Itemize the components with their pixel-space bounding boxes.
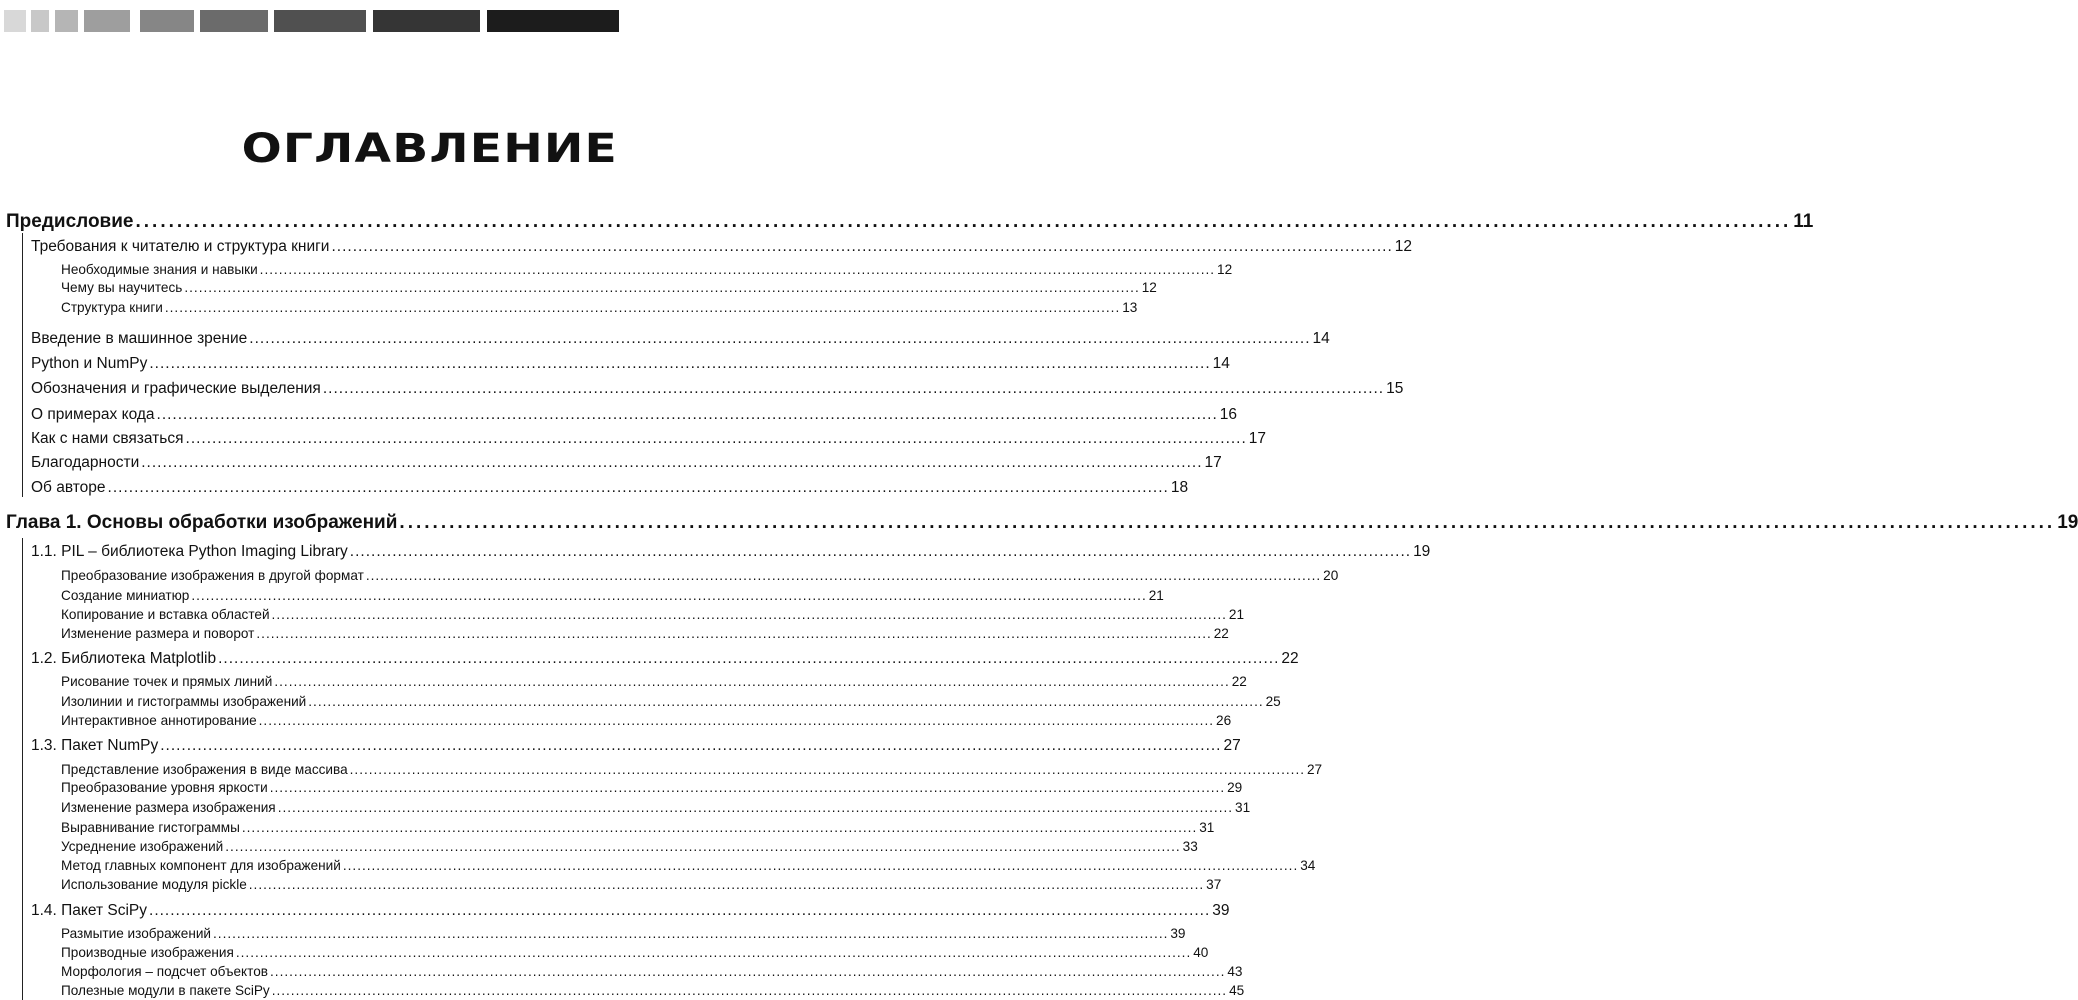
dot-leader: ........................................................................................................................................................................................................ bbox=[107, 479, 1169, 496]
page-number: 27 bbox=[1307, 762, 1323, 777]
page-number: 21 bbox=[1228, 607, 1245, 622]
entry-title: Метод главных компонент для изображений bbox=[61, 858, 341, 873]
toc-entry[interactable] bbox=[31, 543, 1431, 561]
entry-title: Необходимые знания и навыки bbox=[61, 262, 258, 277]
entry-title: Глава 1. Основы обработки изображений bbox=[6, 512, 398, 533]
page-number: 39 bbox=[1170, 926, 1186, 941]
entry-title: Использование модуля pickle bbox=[61, 877, 247, 892]
entry-title: Создание миниатюр bbox=[61, 588, 190, 603]
page-number: 14 bbox=[1212, 355, 1230, 372]
dot-leader: ........................................................................................................................................................................................................ bbox=[191, 588, 1147, 603]
entry-title: 1.2. Библиотека Matplotlib bbox=[31, 650, 217, 667]
page-number: 31 bbox=[1199, 820, 1215, 835]
page-number: 12 bbox=[1141, 280, 1157, 295]
dot-leader: ........................................................................................................................................................................................................ bbox=[248, 877, 1205, 892]
entry-title: Введение в машинное зрение bbox=[31, 330, 248, 347]
decorative-bar bbox=[140, 10, 194, 32]
page-number: 31 bbox=[1235, 800, 1251, 815]
page-number: 13 bbox=[1122, 300, 1138, 315]
page-number: 12 bbox=[1217, 262, 1233, 277]
toc-entry[interactable] bbox=[31, 737, 1241, 755]
page-number: 21 bbox=[1148, 588, 1164, 603]
dot-leader: ........................................................................................................................................................................................................ bbox=[322, 380, 1385, 397]
toc-entry[interactable] bbox=[31, 454, 1222, 472]
page-number: 27 bbox=[1223, 737, 1241, 754]
entry-title: Требования к читателю и структура книги bbox=[31, 238, 330, 255]
entry-title: 1.3. Пакет NumPy bbox=[31, 737, 159, 754]
dot-leader: ........................................................................................................................................................................................................ bbox=[213, 926, 1169, 941]
toc-entry[interactable] bbox=[31, 238, 1412, 256]
page-number: 14 bbox=[1312, 330, 1330, 347]
dot-leader: ........................................................................................................................................................................................................ bbox=[259, 262, 1216, 277]
dot-leader: ........................................................................................................................................................................................................ bbox=[274, 674, 1230, 689]
page-number: 22 bbox=[1213, 626, 1229, 641]
dot-leader: ........................................................................................................................................................................................................ bbox=[269, 780, 1226, 795]
toc-subentry[interactable] bbox=[61, 964, 1243, 979]
toc-subentry[interactable] bbox=[61, 762, 1323, 777]
dot-leader: ........................................................................................................................................................................................................ bbox=[185, 430, 1247, 447]
page-number: 45 bbox=[1229, 983, 1245, 998]
dot-leader: ........................................................................................................................................................................................................ bbox=[135, 211, 1792, 232]
dot-leader: ........................................................................................................................................................................................................ bbox=[241, 820, 1198, 835]
page-number: 26 bbox=[1216, 713, 1232, 728]
section-rule bbox=[22, 233, 23, 497]
toc-subentry[interactable] bbox=[61, 926, 1186, 941]
dot-leader: ........................................................................................................................................................................................................ bbox=[164, 300, 1121, 315]
toc-subentry[interactable] bbox=[61, 280, 1157, 295]
dot-leader: ........................................................................................................................................................................................................ bbox=[218, 650, 1280, 667]
toc-subentry[interactable] bbox=[61, 713, 1232, 728]
page-number: 19 bbox=[1413, 543, 1431, 560]
entry-title: Выравнивание гистограммы bbox=[61, 820, 240, 835]
page-number: 37 bbox=[1206, 877, 1222, 892]
toc-subentry[interactable] bbox=[61, 262, 1233, 277]
toc-entry[interactable] bbox=[31, 479, 1189, 497]
toc-section-heading[interactable] bbox=[6, 512, 2078, 534]
decorative-bar bbox=[84, 10, 130, 32]
dot-leader: ........................................................................................................................................................................................................ bbox=[149, 355, 1211, 372]
decorative-bar bbox=[200, 10, 268, 32]
dot-leader: ........................................................................................................................................................................................................ bbox=[256, 626, 1212, 641]
page-number: 18 bbox=[1170, 479, 1189, 496]
page-number: 17 bbox=[1248, 430, 1267, 447]
page-number: 40 bbox=[1193, 945, 1209, 960]
entry-title: 1.4. Пакет SciPy bbox=[31, 902, 148, 919]
section-rule bbox=[22, 538, 23, 1000]
page-number: 22 bbox=[1231, 674, 1247, 689]
page-number: 34 bbox=[1300, 858, 1316, 873]
toc-entry[interactable] bbox=[31, 430, 1267, 448]
page-number: 22 bbox=[1281, 650, 1299, 667]
toc-subentry[interactable] bbox=[61, 694, 1281, 709]
dot-leader: ........................................................................................................................................................................................................ bbox=[349, 762, 1305, 777]
entry-title: Усреднение изображений bbox=[61, 839, 224, 854]
dot-leader: ........................................................................................................................................................................................................ bbox=[271, 983, 1228, 998]
entry-title: Производные изображения bbox=[61, 945, 234, 960]
dot-leader: ........................................................................................................................................................................................................ bbox=[160, 737, 1222, 754]
page-number: 17 bbox=[1204, 454, 1222, 471]
dot-leader: ........................................................................................................................................................................................................ bbox=[399, 512, 2056, 533]
decorative-bar bbox=[4, 10, 26, 32]
page-number: 20 bbox=[1323, 568, 1339, 583]
decorative-bar bbox=[487, 10, 619, 32]
page-number: 25 bbox=[1265, 694, 1281, 709]
page-number: 33 bbox=[1182, 839, 1198, 854]
entry-title: Предисловие bbox=[6, 211, 134, 232]
page-number: 11 bbox=[1793, 211, 1814, 232]
decorative-bar bbox=[373, 10, 480, 32]
entry-title: Интерактивное аннотирование bbox=[61, 713, 257, 728]
page-number: 43 bbox=[1227, 964, 1243, 979]
entry-title: Представление изображения в виде массива bbox=[61, 762, 348, 777]
page-number: 12 bbox=[1394, 238, 1412, 255]
toc-subentry[interactable] bbox=[61, 820, 1215, 835]
dot-leader: ........................................................................................................................................................................................................ bbox=[342, 858, 1299, 873]
toc-section-heading[interactable] bbox=[6, 211, 1814, 233]
entry-title: О примерах кода bbox=[31, 406, 155, 423]
entry-title: Как с нами связаться bbox=[31, 430, 184, 447]
entry-title: Морфология – подсчет объектов bbox=[61, 964, 269, 979]
dot-leader: ........................................................................................................................................................................................................ bbox=[277, 800, 1234, 815]
toc-subentry[interactable] bbox=[61, 983, 1245, 998]
dot-leader: ........................................................................................................................................................................................................ bbox=[271, 607, 1227, 622]
page-number: 15 bbox=[1386, 380, 1404, 397]
dot-leader: ........................................................................................................................................................................................................ bbox=[308, 694, 1264, 709]
dot-leader: ........................................................................................................................................................................................................ bbox=[258, 713, 1215, 728]
toc-subentry[interactable] bbox=[61, 300, 1138, 315]
entry-title: Полезные модули в пакете SciPy bbox=[61, 983, 270, 998]
entry-title: Изолинии и гистограммы изображений bbox=[61, 694, 307, 709]
entry-title: 1.1. PIL – библиотека Python Imaging Library bbox=[31, 543, 348, 560]
toc-entry[interactable] bbox=[31, 902, 1230, 920]
page-number: 19 bbox=[2057, 512, 2078, 533]
dot-leader: ........................................................................................................................................................................................................ bbox=[270, 964, 1226, 979]
entry-title: Преобразование изображения в другой формат bbox=[61, 568, 364, 583]
toc-entry[interactable] bbox=[31, 650, 1299, 668]
dot-leader: ........................................................................................................................................................................................................ bbox=[235, 945, 1192, 960]
entry-title: Об авторе bbox=[31, 479, 106, 496]
toc-subentry[interactable] bbox=[61, 588, 1164, 603]
toc-subentry[interactable] bbox=[61, 568, 1339, 583]
dot-leader: ........................................................................................................................................................................................................ bbox=[249, 330, 1311, 347]
toc-entry[interactable] bbox=[31, 330, 1330, 348]
decorative-bar bbox=[274, 10, 366, 32]
toc-subentry[interactable] bbox=[61, 839, 1198, 854]
toc-subentry[interactable] bbox=[61, 674, 1247, 689]
toc-subentry[interactable] bbox=[61, 626, 1229, 641]
toc-subentry[interactable] bbox=[61, 945, 1209, 960]
page-number: 16 bbox=[1219, 406, 1238, 423]
toc-entry[interactable] bbox=[31, 406, 1238, 424]
toc-subentry[interactable] bbox=[61, 877, 1222, 892]
decorative-bar bbox=[31, 10, 49, 32]
dot-leader: ........................................................................................................................................................................................................ bbox=[184, 280, 1140, 295]
entry-title: Структура книги bbox=[61, 300, 163, 315]
toc-subentry[interactable] bbox=[61, 607, 1245, 622]
toc-subentry[interactable] bbox=[61, 800, 1251, 815]
toc-entry[interactable] bbox=[31, 380, 1404, 398]
dot-leader: ........................................................................................................................................................................................................ bbox=[156, 406, 1218, 423]
page-title: ОГЛАВЛЕНИЕ bbox=[241, 126, 618, 172]
entry-title: Изменение размера и поворот bbox=[61, 626, 255, 641]
toc-entry[interactable] bbox=[31, 355, 1230, 373]
entry-title: Чему вы научитесь bbox=[61, 280, 183, 295]
entry-title: Рисование точек и прямых линий bbox=[61, 674, 273, 689]
dot-leader: ........................................................................................................................................................................................................ bbox=[225, 839, 1181, 854]
entry-title: Копирование и вставка областей bbox=[61, 607, 270, 622]
entry-title: Python и NumPy bbox=[31, 355, 148, 372]
entry-title: Обозначения и графические выделения bbox=[31, 380, 321, 397]
entry-title: Размытие изображений bbox=[61, 926, 212, 941]
page-number: 39 bbox=[1212, 902, 1230, 919]
decorative-bar bbox=[55, 10, 78, 32]
dot-leader: ........................................................................................................................................................................................................ bbox=[331, 238, 1393, 255]
toc-subentry[interactable] bbox=[61, 858, 1316, 873]
entry-title: Благодарности bbox=[31, 454, 140, 471]
dot-leader: ........................................................................................................................................................................................................ bbox=[349, 543, 1412, 560]
entry-title: Изменение размера изображения bbox=[61, 800, 276, 815]
entry-title: Преобразование уровня яркости bbox=[61, 780, 268, 795]
dot-leader: ........................................................................................................................................................................................................ bbox=[365, 568, 1322, 583]
toc-subentry[interactable] bbox=[61, 780, 1243, 795]
page-number: 29 bbox=[1227, 780, 1243, 795]
dot-leader: ........................................................................................................................................................................................................ bbox=[141, 454, 1203, 471]
dot-leader: ........................................................................................................................................................................................................ bbox=[149, 902, 1211, 919]
